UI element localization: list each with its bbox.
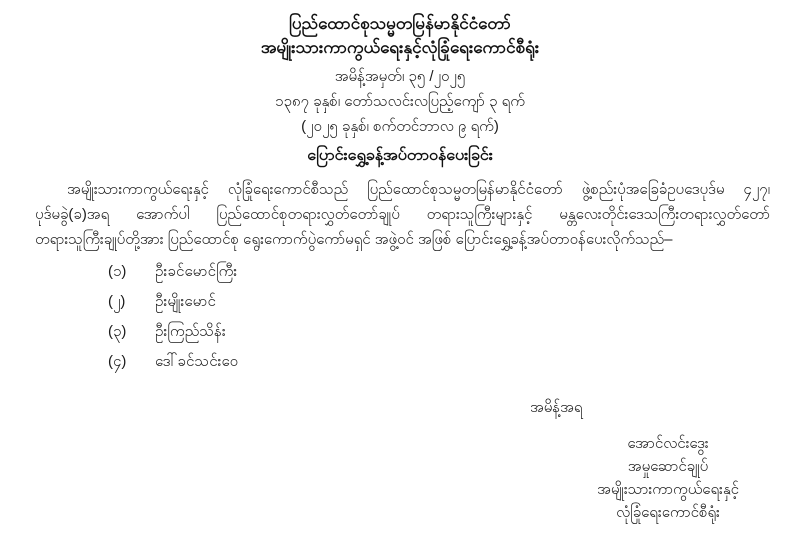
signatory-name: အောင်လင်းဒွေး <box>627 435 709 452</box>
appointee-name: ဒေါ်ခင်သင်းဝေ <box>155 353 239 370</box>
by-order-label: အမိန့်အရ <box>530 399 583 416</box>
signatory-org-line2: လုံခြုံရေးကောင်စီရုံး <box>616 504 720 521</box>
list-item <box>108 262 800 292</box>
list-item-number: (၄) <box>108 353 127 370</box>
appointee-list <box>108 262 800 382</box>
document-header <box>0 0 800 169</box>
appointee-name: ဦးမျိုးမောင် <box>155 293 217 310</box>
order-number: အမိန့်အမှတ်၊ ၃၅ /၂၀၂၅ <box>334 68 466 85</box>
signatory-org-line1: အမျိုးသားကာကွယ်ရေးနှင့် <box>597 481 739 498</box>
gregorian-date: (၂၀၂၅ ခုနှစ်၊ စက်တင်ဘာလ ၉ ရက်) <box>301 118 499 135</box>
list-item <box>108 352 800 382</box>
list-item-number: (၂) <box>108 293 126 310</box>
appointee-name: ဦးကြည်သိန်း <box>155 323 226 340</box>
myanmar-calendar-date: ၁၃၈၇ ခုနှစ်၊ တော်သလင်းလပြည့်ကျော် ၃ ရက် <box>275 93 525 110</box>
list-item <box>108 292 800 322</box>
list-item-number: (၁) <box>108 263 127 280</box>
list-item-number: (၃) <box>108 323 127 340</box>
appointee-name: ဦးခင်မောင်ကြီး <box>155 263 238 280</box>
order-body-paragraph: အမျိုးသားကာကွယ်ရေးနှင့် လုံခြုံရေးကောင်စီသည် ပြည်ထောင်စုသမ္မတမြန်မာနိုင်ငံတော် ဖွဲ့စည်းပုံအခြေခံဥပဒေပုဒ်မ ၄၂၇၊ ပုဒ်မခွဲ(ခ)အရ အောက်ပါ ပြည်ထောင်စုတရားလွှတ်တော်ချုပ် တရားသူကြီးများနှင့် မန္တလေးတိုင်းဒေသကြီးတရားလွှတ်တော် တရားသူကြီးချုပ်တို့အား ပြည်ထောင်စု ရွေးကောက်ပွဲကော်မရှင် အဖွဲ့ဝင် အဖြစ် ပြောင်းရွှေ့ခန့်အပ်တာဝန်ပေးလိုက်သည်– <box>35 181 770 248</box>
signature-block <box>548 432 788 524</box>
office-title: အမျိုးသားကာကွယ်ရေးနှင့်လုံခြုံရေးကောင်စီရုံး <box>260 38 540 57</box>
state-title: ပြည်ထောင်စုသမ္မတမြန်မာနိုင်ငံတော် <box>289 14 511 33</box>
signatory-title: အမှုဆောင်ချုပ် <box>627 458 709 475</box>
list-item <box>108 322 800 352</box>
order-subject-heading: ပြောင်းရွှေ့ခန့်အပ်တာဝန်ပေးခြင်း <box>307 147 493 164</box>
